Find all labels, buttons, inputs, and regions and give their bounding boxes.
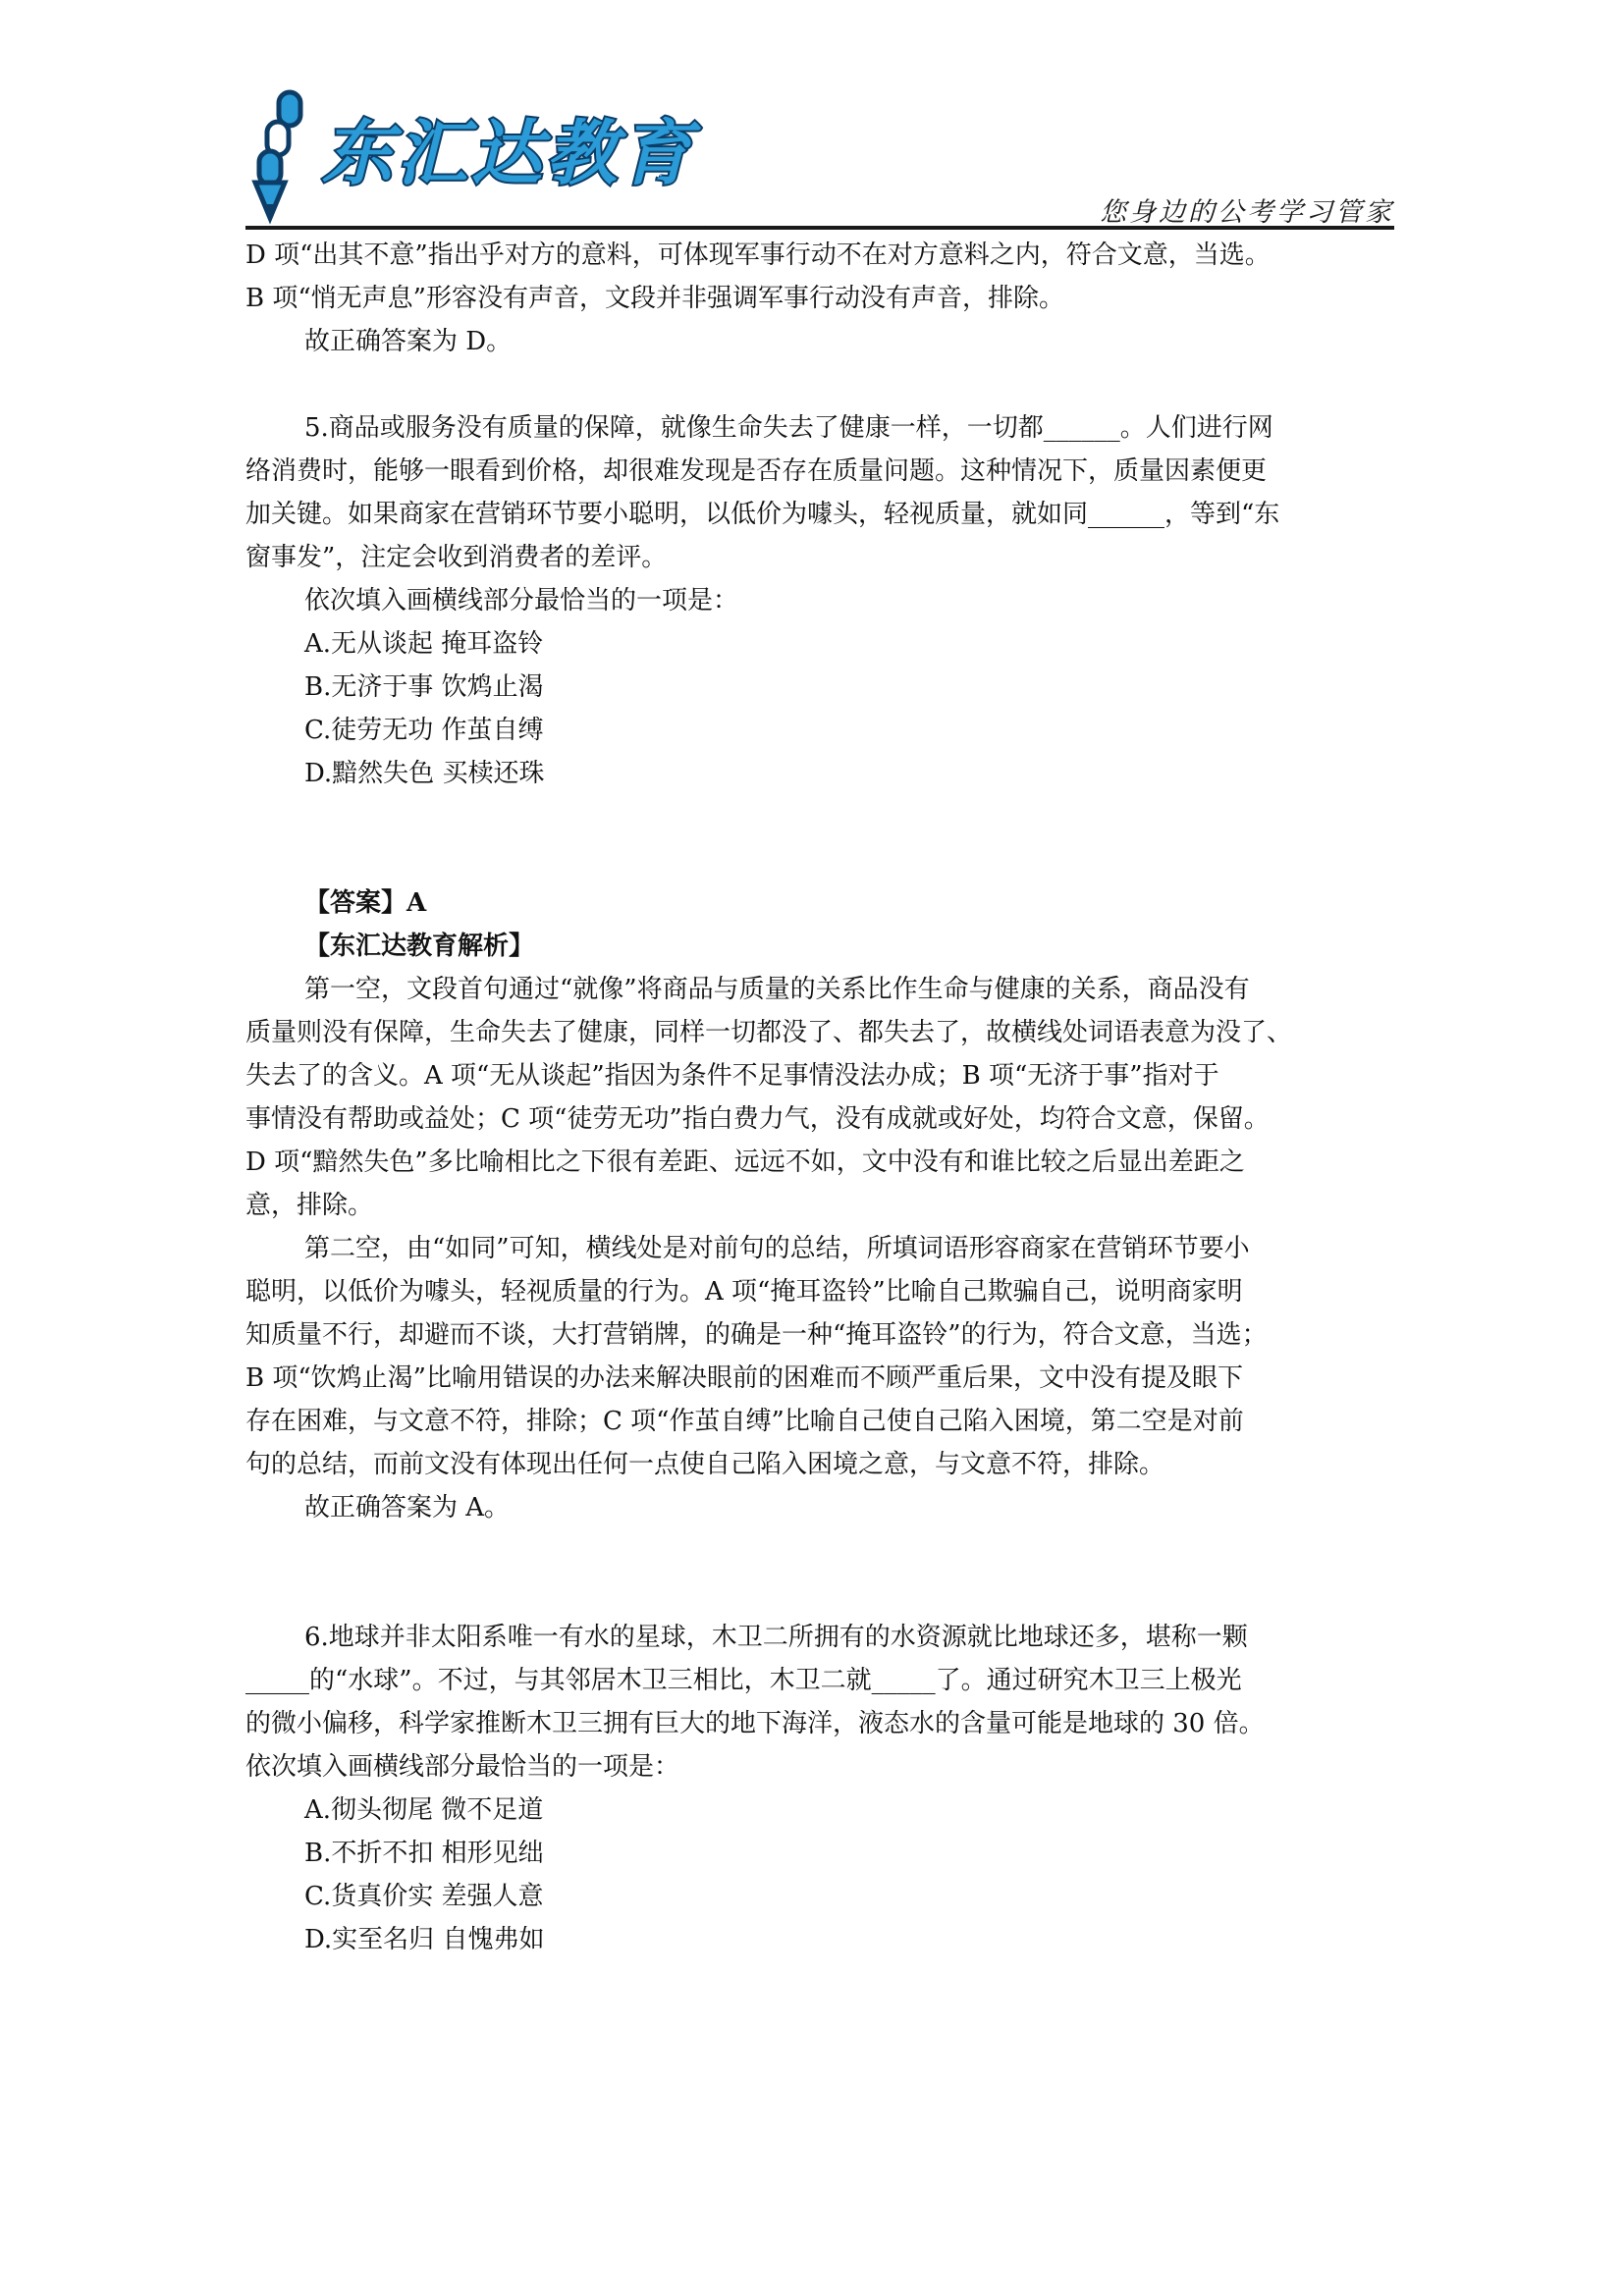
question-prompt: 依次填入画横线部分最恰当的一项是： <box>304 586 739 615</box>
option-d: D.黯然失色 买椟还珠 <box>304 759 545 788</box>
analysis-line: 意，排除。 <box>245 1191 374 1220</box>
analysis-line: D 项“黯然失色”多比喻相比之下很有差距、远远不如，文中没有和谁比较之后显出差距之 <box>245 1148 1245 1177</box>
analysis-line: 聪明，以低价为噱头，轻视质量的行为。A 项“掩耳盗铃”比喻自己欺骗自己，说明商家明 <box>245 1277 1243 1307</box>
analysis-line: 第二空，由“如同”可知，横线处是对前句的总结，所填词语形容商家在营销环节要小 <box>304 1234 1250 1263</box>
conclusion-line: 故正确答案为 A。 <box>304 1493 511 1522</box>
spacer <box>245 1529 1394 1616</box>
document-body <box>245 234 1394 1961</box>
question-stem-line: 的微小偏移，科学家推断木卫三拥有巨大的地下海洋，液态水的含量可能是地球的 30 倍。 <box>245 1709 1265 1738</box>
option-d: D.实至名归 自愧弗如 <box>304 1925 545 1954</box>
question-stem-line: 依次填入画横线部分最恰当的一项是： <box>245 1752 680 1782</box>
question-stem-line: 窗事发”，注定会收到消费者的差评。 <box>245 543 668 572</box>
option-c: C.货真价实 差强人意 <box>304 1882 544 1911</box>
analysis-line: 句的总结，而前文没有体现出任何一点使自己陷入困境之意，与文意不符，排除。 <box>245 1450 1165 1479</box>
analysis-line: B 项“饮鸩止渴”比喻用错误的办法来解决眼前的困难而不顾严重后果，文中没有提及眼下 <box>245 1363 1243 1393</box>
analysis-line: 知质量不行，却避而不谈，大打营销牌，的确是一种“掩耳盗铃”的行为，符合文意，当选； <box>245 1320 1268 1350</box>
question-stem-line: _____的“水球”。不过，与其邻居木卫三相比，木卫二就_____了。通过研究木卫三上极光 <box>245 1666 1242 1695</box>
analysis-line: 质量则没有保障，生命失去了健康，同样一切都没了、都失去了，故横线处词语表意为没了、 <box>245 1018 1293 1047</box>
analysis-line: 事情没有帮助或益处；C 项“徒劳无功”指白费力气，没有成就或好处，均符合文意，保留。 <box>245 1104 1270 1134</box>
analysis-label: 【东汇达教育解析】 <box>304 932 535 961</box>
analysis-line: 第一空，文段首句通过“就像”将商品与质量的关系比作生命与健康的关系，商品没有 <box>304 975 1250 1004</box>
analysis-line: 存在困难，与文意不符，排除；C 项“作茧自缚”比喻自己使自己陷入困境，第二空是对前 <box>245 1407 1244 1436</box>
text-line: B 项“悄无声息”形容没有声音，文段并非强调军事行动没有声音，排除。 <box>245 284 1064 313</box>
spacer <box>245 363 1394 406</box>
brand-logo-text: 东汇达教育 <box>322 112 696 194</box>
option-c: C.徒劳无功 作茧自缚 <box>304 716 544 745</box>
page-header <box>245 80 1394 228</box>
question-stem-line: 络消费时，能够一眼看到价格，却很难发现是否存在质量问题。这种情况下，质量因素便更 <box>245 456 1268 486</box>
answer-label: 【答案】A <box>304 888 427 918</box>
conclusion-line: 故正确答案为 D。 <box>304 327 513 356</box>
header-tagline: 您身边的公考学习管家 <box>1100 197 1394 228</box>
analysis-line: 失去了的含义。A 项“无从谈起”指因为条件不足事情没法办成；B 项“无济于事”指对于 <box>245 1061 1219 1091</box>
question-stem-line: 加关键。如果商家在营销环节要小聪明，以低价为噱头，轻视质量，就如同______，等到“东 <box>245 500 1280 529</box>
option-b: B.无济于事 饮鸩止渴 <box>304 672 544 702</box>
question-stem-line: 5.商品或服务没有质量的保障，就像生命失去了健康一样，一切都______。人们进行网 <box>304 413 1273 443</box>
option-b: B.不折不扣 相形见绌 <box>304 1839 544 1868</box>
header-divider <box>245 226 1394 230</box>
spacer <box>245 795 1394 881</box>
text-line: D 项“出其不意”指出乎对方的意料，可体现军事行动不在对方意料之内，符合文意，当选。 <box>245 240 1271 270</box>
question-stem-line: 6.地球并非太阳系唯一有水的星球，木卫二所拥有的水资源就比地球还多，堪称一颗 <box>304 1623 1248 1652</box>
option-a: A.彻头彻尾 微不足道 <box>304 1795 544 1825</box>
pencil-chain-icon <box>245 88 328 226</box>
option-a: A.无从谈起 掩耳盗铃 <box>304 629 544 659</box>
